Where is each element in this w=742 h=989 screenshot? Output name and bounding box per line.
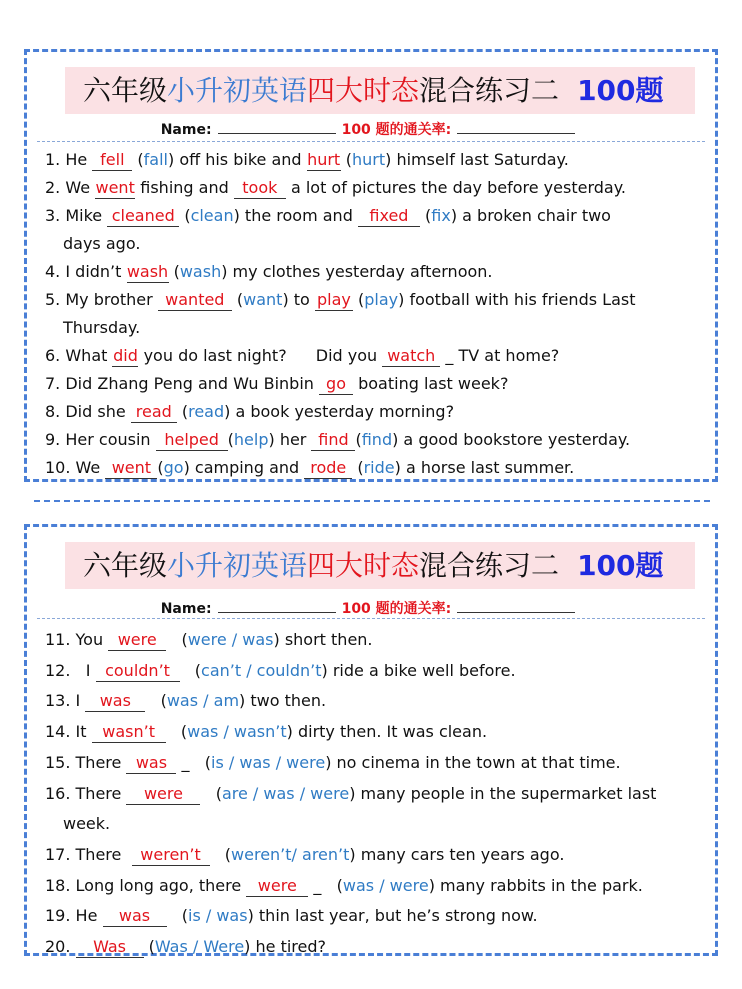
pass-rate-blank[interactable] — [457, 600, 575, 613]
question-6: 6. What did you do last night? Did you watch _ TV at home? — [45, 346, 560, 365]
pass-rate-blank[interactable] — [457, 121, 575, 134]
answer-blank: play — [315, 290, 353, 311]
answer-blank: weren’t — [132, 845, 210, 866]
answer-blank: wash — [126, 262, 169, 281]
answer-blank: went — [95, 178, 135, 197]
name-blank[interactable] — [218, 600, 336, 613]
divider-line — [37, 618, 705, 619]
question-2: 2. We went fishing and took a lot of pictures the day before yesterday. — [45, 178, 626, 197]
divider-line — [37, 141, 705, 142]
question-1: 1. He fell (fall) off his bike and hurt (hurt) himself last Saturday. — [45, 150, 569, 169]
pass-rate-label: 100 题的通关率: — [341, 601, 452, 617]
name-label: Name: — [160, 122, 212, 138]
name-line — [27, 119, 715, 139]
pass-rate-label: 100 题的通关率: — [341, 122, 452, 138]
answer-blank: went — [105, 458, 157, 479]
section-divider — [34, 500, 710, 502]
answer-blank: were — [108, 630, 166, 651]
question-16-cont: week. — [63, 814, 111, 834]
question-12: 12. I couldn’t (can’t / couldn’t) ride a bike well before. — [45, 660, 516, 680]
question-17: 17. There weren’t (weren’t/ aren’t) many cars ten years ago. — [45, 844, 565, 864]
question-9: 9. Her cousin helped (help) her find (find) a good bookstore yesterday. — [45, 430, 631, 449]
answer-blank: rode — [304, 458, 352, 479]
question-7: 7. Did Zhang Peng and Wu Binbin go boating last week? — [45, 374, 509, 393]
question-13: 13. I was (was / am) two then. — [45, 691, 327, 711]
answer-blank: helped — [156, 430, 228, 451]
answer-blank: wasn’t — [92, 722, 166, 743]
answer-blank: go — [319, 374, 353, 395]
answer-blank: hurt — [307, 150, 341, 169]
worksheet-title: 六年级小升初英语四大时态混合练习二 100题 — [65, 67, 695, 114]
question-19: 19. He was (is / was) thin last year, but he’s strong now. — [45, 906, 538, 926]
answer-blank: were — [126, 784, 200, 805]
answer-blank: was — [126, 753, 176, 774]
answer-blank: read — [131, 402, 177, 423]
answer-blank: cleaned — [107, 206, 179, 227]
answer-blank: Was — [76, 937, 144, 958]
question-list — [45, 146, 707, 482]
answer-blank: wanted — [158, 290, 232, 311]
question-3: 3. Mike cleaned (clean) the room and fixed (fix) a broken chair two — [45, 206, 611, 225]
answer-blank: watch — [382, 346, 440, 367]
answer-blank: couldn’t — [96, 661, 180, 682]
question-8: 8. Did she read (read) a book yesterday morning? — [45, 402, 455, 421]
question-5-cont: Thursday. — [63, 318, 141, 337]
answer-blank: was — [85, 691, 145, 712]
question-18: 18. Long long ago, there were _ (was / were) many rabbits in the park. — [45, 875, 643, 895]
name-label: Name: — [160, 601, 212, 617]
question-list — [45, 625, 707, 963]
question-4: 4. I didn’t wash (wash) my clothes yesterday afternoon. — [45, 262, 493, 281]
answer-blank: find — [311, 430, 355, 451]
question-16: 16. There were (are / was / were) many people in the supermarket last — [45, 783, 657, 803]
answer-blank: fixed — [358, 206, 420, 227]
worksheet-card-2 — [24, 524, 718, 956]
worksheet-title: 六年级小升初英语四大时态混合练习二 100题 — [65, 542, 695, 589]
name-blank[interactable] — [218, 121, 336, 134]
question-3-cont: days ago. — [63, 234, 141, 253]
question-5: 5. My brother wanted (want) to play (play) football with his friends Last — [45, 290, 636, 309]
answer-blank: fell — [92, 150, 132, 171]
question-10: 10. We went (go) camping and rode (ride) a horse last summer. — [45, 458, 575, 477]
answer-blank: was — [103, 906, 167, 927]
question-15: 15. There was _ (is / was / were) no cinema in the town at that time. — [45, 752, 621, 772]
name-line — [27, 598, 715, 618]
question-14: 14. It wasn’t (was / wasn’t) dirty then. It was clean. — [45, 722, 488, 742]
answer-blank: were — [246, 876, 308, 897]
worksheet-card-1 — [24, 49, 718, 482]
answer-blank: did — [113, 346, 138, 365]
question-20: 20. Was (Was / Were) he tired? — [45, 937, 327, 957]
question-11: 11. You were (were / was) short then. — [45, 630, 373, 649]
answer-blank: took — [234, 178, 286, 199]
